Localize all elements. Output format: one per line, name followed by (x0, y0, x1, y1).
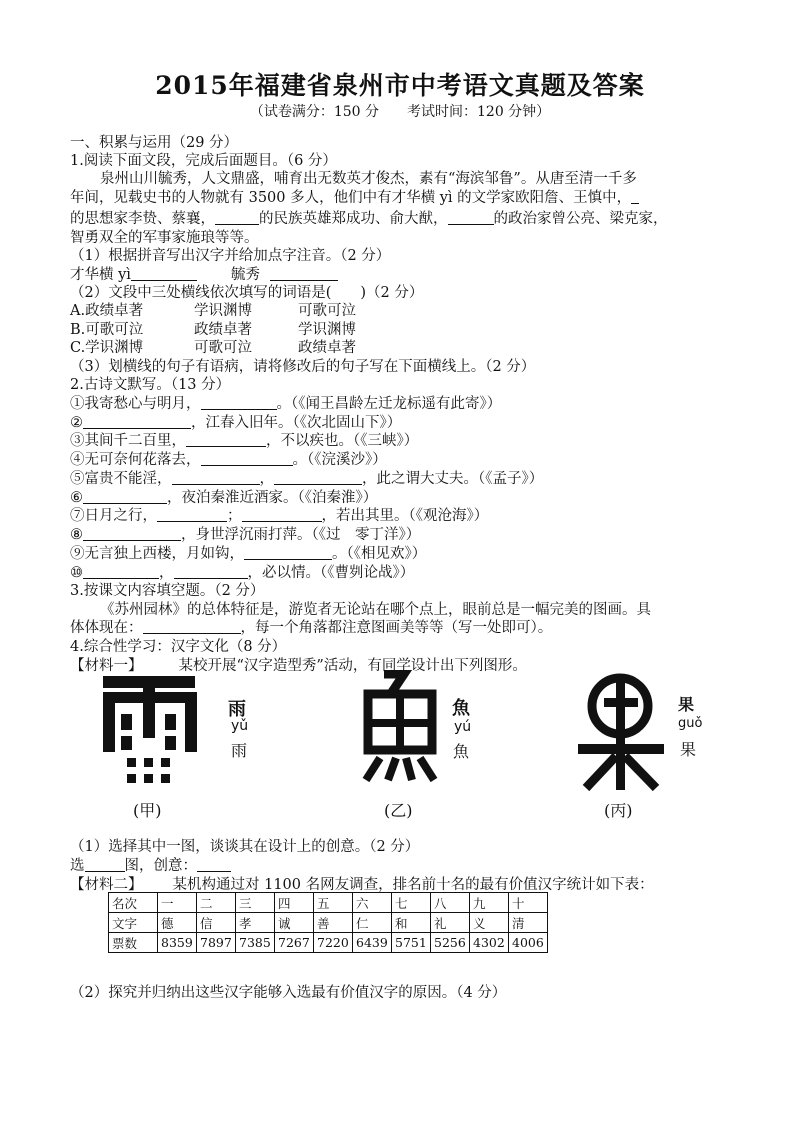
figure-bing-pinyin: guǒ (678, 716, 703, 731)
q4-sub-1: （1）选择其中一图，谈谈其在设计上的创意。（2 分） (70, 839, 420, 855)
table-cell: 六 (353, 893, 392, 913)
pinyin-prompt: 才华横 yì (70, 267, 131, 283)
table-cell: 四 (275, 893, 314, 913)
table-cell: 清 (509, 913, 548, 933)
passage-text: 的民族英雄郑成功、俞大猷， (259, 211, 448, 227)
table-cell: 一 (158, 893, 197, 913)
answer-blank (242, 507, 322, 522)
table-header-votes: 票数 (109, 933, 158, 953)
table-cell: 4006 (509, 933, 548, 953)
table-cell: 诚 (275, 913, 314, 933)
answer-blank (157, 507, 227, 522)
poem-item-9: ⑨无言独上西楼，月如钩， 。（《相见欢》） (70, 546, 427, 562)
page-title: 2015年福建省泉州市中考语文真题及答案 (155, 71, 645, 100)
table-cell: 德 (158, 913, 197, 933)
figure-jia-char: 雨 (231, 741, 248, 760)
q1-sub-2: （2）文段中三处横线依次填写的词语是( )（2 分） (70, 285, 424, 301)
table-cell: 6439 (353, 933, 392, 953)
figure-yi-fish-design (362, 670, 438, 785)
material-1-tag: 【材料一】 (70, 658, 143, 674)
figure-yi-char: 魚 (453, 742, 470, 761)
table-cell: 九 (470, 893, 509, 913)
figure-bing-label: (丙) (604, 801, 633, 820)
poem-item-4: ④无可奈何花落去， 。（《浣溪沙》） (70, 452, 387, 468)
answer-blank (274, 470, 362, 485)
answer-blank (270, 266, 338, 281)
section-heading: 一、积累与运用（29 分） (70, 135, 239, 151)
question-2-heading: 2.古诗文默写。（13 分） (70, 377, 231, 393)
question-4-heading: 4.综合性学习：汉字文化（8 分） (70, 639, 287, 655)
option-c-3: 政绩卓著 (298, 340, 356, 356)
option-b-2: 政绩卓著 (194, 322, 252, 338)
answer-blank (83, 414, 191, 429)
poem-item-1: ①我寄愁心与明月， 。（《闻王昌龄左迁龙标遥有此寄》） (70, 396, 502, 412)
table-cell: 七 (392, 893, 431, 913)
material-2-line: 【材料二】 某机构通过对 1100 名网友调查，排名前十名的最有价值汉字统计如下表： (70, 877, 654, 893)
answer-blank (174, 564, 248, 579)
figure-yi-small-glyph: 魚 (452, 698, 470, 719)
answer-blank (244, 545, 332, 560)
table-cell: 5751 (392, 933, 431, 953)
figure-yi-pinyin: yú (454, 719, 472, 735)
answer-blank (85, 857, 125, 872)
table-cell: 5256 (431, 933, 470, 953)
answer-blank (201, 395, 277, 410)
q1-sub-1-answer (70, 266, 338, 284)
answer-blank (143, 619, 241, 634)
table-cell: 7897 (197, 933, 236, 953)
table-row-votes (109, 933, 548, 953)
material-2-tag: 【材料二】 (70, 877, 143, 893)
table-cell: 礼 (431, 913, 470, 933)
q1-sub-3: （3）划横线的句子有语病，请将修改后的句子写在下面横线上。（2 分） (70, 359, 536, 375)
q3-line-2: 体体现在： ，每一个角落都注意图画美等等（写一处即可）。 (70, 620, 553, 636)
option-a-2: 学识渊博 (194, 303, 252, 319)
table-cell: 4302 (470, 933, 509, 953)
answer-blank (186, 432, 266, 447)
answer-blank (197, 857, 231, 872)
table-cell: 孝 (236, 913, 275, 933)
option-b-1: B.可歌可泣 (70, 322, 144, 338)
table-cell: 仁 (353, 913, 392, 933)
poem-item-3: ③其间千二百里， ，不以疾也。（《三峡》） (70, 433, 419, 449)
table-cell: 7267 (275, 933, 314, 953)
page-subtitle: （试卷满分：150 分 考试时间：120 分钟） (249, 104, 551, 120)
table-cell: 8359 (158, 933, 197, 953)
option-c-2: 可歌可泣 (194, 340, 252, 356)
question-1-heading: 1.阅读下面文段，完成后面题目。（6 分） (70, 153, 337, 169)
answer-blank (172, 470, 260, 485)
passage-line-2 (70, 189, 639, 207)
poem-item-10: ⑩ ， ，必以情。（《曹刿论战》） (70, 565, 415, 581)
table-cell: 7385 (236, 933, 275, 953)
table-row-rank (109, 893, 548, 913)
answer-blank (83, 526, 181, 541)
option-b-3: 学识渊博 (298, 322, 356, 338)
passage-line-4: 智勇双全的军事家施琅等等。 (70, 230, 259, 246)
table-cell: 7220 (314, 933, 353, 953)
option-a-3: 可歌可泣 (298, 303, 356, 319)
answer-blank (131, 266, 197, 281)
table-cell: 和 (392, 913, 431, 933)
poem-item-6: ⑥ ，夜泊秦淮近酒家。（《泊秦淮》） (70, 490, 378, 506)
q4-sub-1-answer: 选 图，创意： (70, 857, 231, 875)
q1-sub-1: （1）根据拼音写出汉字并给加点字注音。（2 分） (70, 248, 391, 264)
poem-item-2: ② ，江春入旧年。（《次北固山下》） (70, 415, 402, 431)
table-row-char (109, 913, 548, 933)
question-3-heading: 3.按课文内容填空题。（2 分） (70, 583, 265, 599)
table-header-char: 文字 (109, 913, 158, 933)
blank-2 (448, 210, 494, 225)
figure-bing-small-glyph: 果 (678, 695, 695, 714)
blank-1 (215, 210, 259, 225)
passage-line-1: 泉州山川毓秀，人文鼎盛，哺育出无数英才俊杰，素有“海滨邹鲁”。从唐至清一千多 (100, 171, 637, 187)
figure-jia-pinyin: yǔ (231, 718, 249, 734)
figure-jia-rain-design (103, 670, 213, 795)
material-1-line: 【材料一】 某校开展“汉字造型秀”活动，有同学设计出下列图形。 (70, 658, 527, 674)
table-cell: 二 (197, 893, 236, 913)
passage-text: 的思想家李贽、蔡襄， (70, 211, 215, 227)
poem-item-8: ⑧ ，身世浮沉雨打萍。（《过 零丁洋》） (70, 527, 421, 543)
q3-line-1: 《苏州园林》的总体特征是，游览者无论站在哪个点上，眼前总是一幅完美的图画。具 (100, 602, 651, 618)
answer-blank (201, 451, 293, 466)
value-chars-table (108, 892, 548, 953)
poem-item-7: ⑦日月之行， ； ，若出其里。（《观沧海》） (70, 508, 489, 524)
table-cell: 信 (197, 913, 236, 933)
table-cell: 善 (314, 913, 353, 933)
figure-bing-fruit-design (578, 672, 664, 792)
table-header-rank: 名次 (109, 893, 158, 913)
figure-yi-label: (乙) (384, 801, 413, 820)
answer-blank (83, 564, 159, 579)
table-cell: 十 (509, 893, 548, 913)
answer-blank (83, 489, 167, 504)
passage-line-3 (70, 210, 668, 228)
option-a-1: A.政绩卓著 (70, 303, 144, 319)
table-cell: 三 (236, 893, 275, 913)
q4-sub-2: （2）探究并归纳出这些汉字能够入选最有价值汉字的原因。（4 分） (70, 985, 507, 1001)
table-cell: 八 (431, 893, 470, 913)
poem-item-5: ⑤富贵不能淫， ， ，此之谓大丈夫。（《孟子》） (70, 471, 544, 487)
figure-bing-char: 果 (680, 740, 697, 759)
blank (631, 189, 639, 204)
passage-text: 的政治家曾公亮、梁克家， (493, 211, 668, 227)
zhuyin-prompt: 毓秀 (230, 267, 260, 283)
figure-jia-label: (甲) (133, 801, 162, 820)
figure-jia-small-glyph: 雨 (228, 699, 246, 720)
passage-text: 年间，见载史书的人物就有 3500 多人，他们中有才华横 yì 的文学家欧阳詹、王慎中， (70, 190, 632, 206)
table-cell: 义 (470, 913, 509, 933)
option-c-1: C.学识渊博 (70, 340, 144, 356)
table-cell: 五 (314, 893, 353, 913)
